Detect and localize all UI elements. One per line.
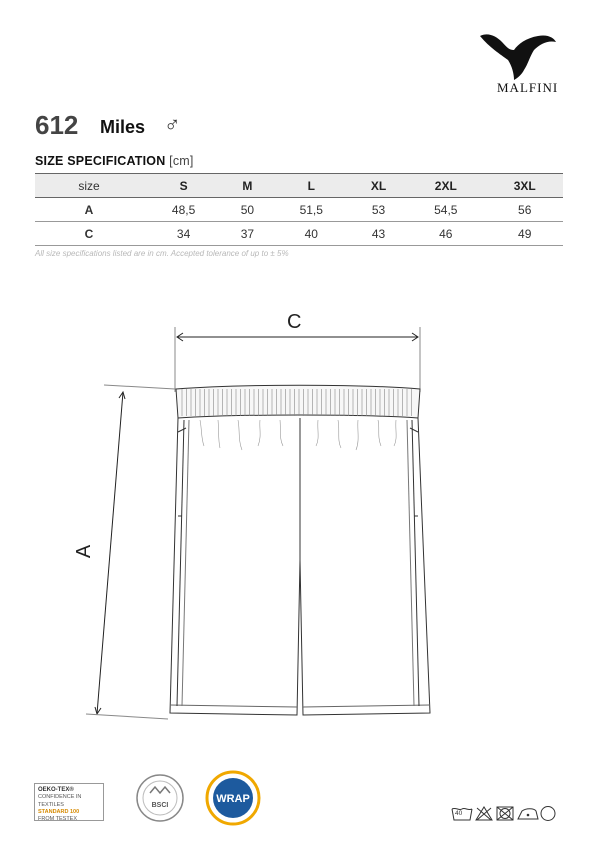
table-header-cell: XL — [352, 174, 405, 198]
table-cell: 46 — [405, 222, 486, 246]
table-cell: 34 — [143, 222, 224, 246]
dimension-c-line — [175, 327, 420, 392]
shorts-outline — [170, 418, 430, 715]
malfini-bird-logo — [478, 30, 558, 82]
dimension-a-label: A — [73, 544, 96, 559]
waistband — [176, 385, 420, 418]
product-code: 612 — [35, 110, 79, 140]
table-cell: 56 — [486, 198, 563, 222]
care-symbols — [450, 803, 565, 823]
wrap-label: WRAP — [216, 793, 250, 805]
table-header-cell: M — [224, 174, 270, 198]
shorts-technical-drawing — [0, 290, 600, 740]
dimension-c-label: C — [287, 311, 302, 333]
table-header-cell: S — [143, 174, 224, 198]
table-cell: 51,5 — [271, 198, 352, 222]
table-cell: 50 — [224, 198, 270, 222]
row-label: C — [35, 222, 143, 246]
table-header-row — [35, 174, 563, 198]
table-header-cell: L — [271, 174, 352, 198]
table-cell: 43 — [352, 222, 405, 246]
no-bleach-icon — [476, 807, 492, 820]
product-name: Miles — [100, 117, 146, 137]
table-header-cell: 2XL — [405, 174, 486, 198]
oeko-from: FROM TESTEX — [38, 816, 78, 823]
dry-clean-icon — [541, 807, 555, 821]
male-gender-icon: ♂ — [164, 112, 181, 137]
size-table — [35, 173, 563, 246]
spec-unit: [cm] — [169, 154, 194, 168]
table-header-cell: 3XL — [486, 174, 563, 198]
table-cell: 54,5 — [405, 198, 486, 222]
fabric-gathers — [200, 420, 396, 450]
oeko-tex-badge — [34, 783, 104, 821]
oeko-title: OEKO-TEX® — [38, 787, 74, 793]
spec-title — [35, 154, 194, 168]
table-cell: 53 — [352, 198, 405, 222]
table-cell: 49 — [486, 222, 563, 246]
wrap-logo — [204, 770, 262, 826]
oeko-subtitle: CONFIDENCE IN TEXTILES — [38, 794, 82, 808]
bsci-label: BSCI — [151, 802, 169, 809]
wash-temperature: 40 — [455, 810, 463, 817]
table-header-cell: size — [35, 174, 143, 198]
table-row — [35, 198, 563, 222]
brand-name: MALFINI — [497, 80, 559, 95]
tolerance-note: All size specifications listed are in cm. Accepted tolerance of up to ± 5% — [35, 249, 289, 258]
oeko-standard: STANDARD 100 — [38, 808, 80, 815]
dimension-a-line — [86, 385, 175, 719]
table-row — [35, 222, 563, 246]
row-label: A — [35, 198, 143, 222]
bsci-logo — [135, 773, 185, 823]
table-cell: 37 — [224, 222, 270, 246]
table-cell: 48,5 — [143, 198, 224, 222]
spec-title-text: SIZE SPECIFICATION — [35, 154, 166, 168]
table-cell: 40 — [271, 222, 352, 246]
